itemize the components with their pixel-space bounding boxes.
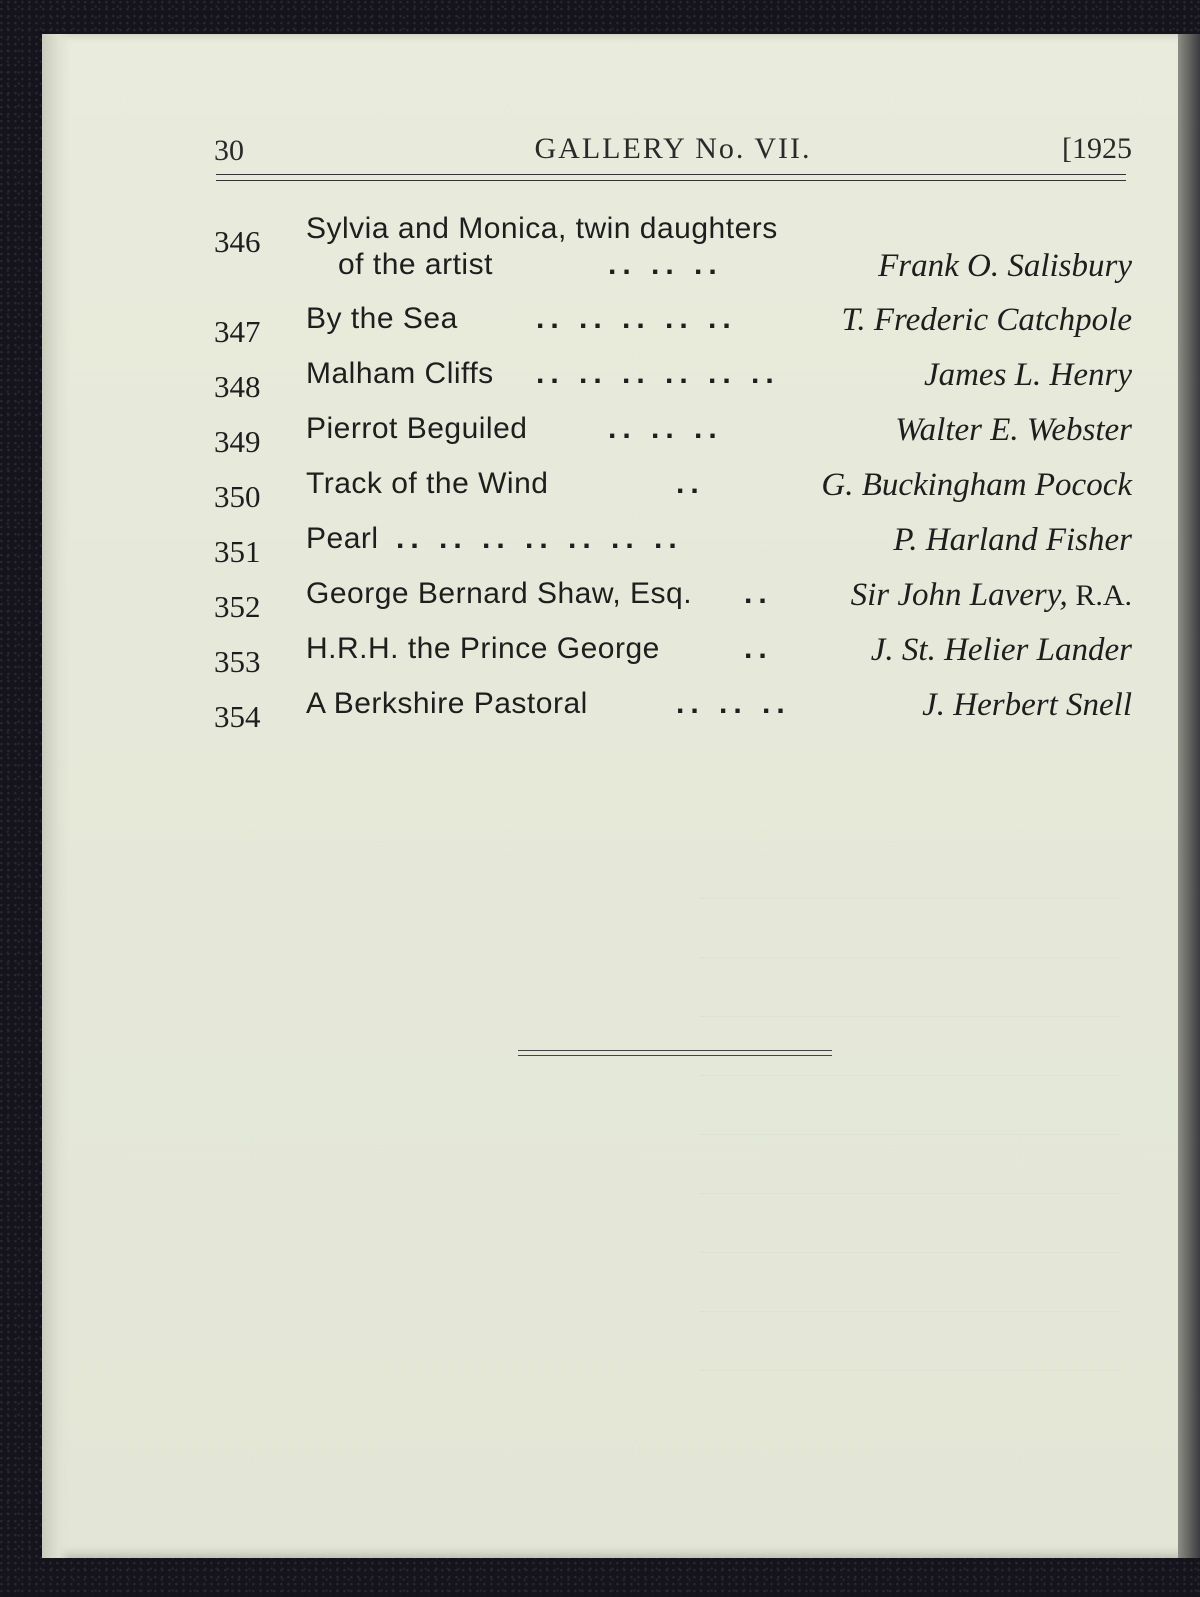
entry-title: H.R.H. the Prince George xyxy=(306,632,660,665)
end-rule xyxy=(518,1050,832,1056)
dot-leader: .. .. .. .. .. .. .. xyxy=(396,522,683,555)
year: [1925 xyxy=(1062,132,1132,165)
list-item xyxy=(214,357,1132,412)
entry-title: Track of the Wind xyxy=(306,467,549,500)
list-item xyxy=(214,467,1132,522)
artist-honour: R.A. xyxy=(1067,579,1132,612)
entry-number: 351 xyxy=(214,534,261,569)
list-item xyxy=(214,687,1132,742)
dot-leader: .. .. .. xyxy=(676,687,791,720)
dot-leader: .. xyxy=(744,577,773,610)
list-item xyxy=(214,632,1132,687)
dot-leader: .. .. .. xyxy=(608,248,723,281)
list-item xyxy=(214,522,1132,577)
entry-artist: Frank O. Salisbury xyxy=(878,248,1132,284)
running-header xyxy=(214,128,1132,172)
entry-number: 348 xyxy=(214,369,261,404)
page-number: 30 xyxy=(214,134,244,167)
list-item xyxy=(214,412,1132,467)
page-edge xyxy=(42,34,70,1558)
dot-leader: .. .. .. .. .. xyxy=(536,302,737,335)
entry-title: By the Sea xyxy=(306,302,458,335)
catalogue-list xyxy=(214,212,1132,742)
entry-title: A Berkshire Pastoral xyxy=(306,687,588,720)
entry-title: Sylvia and Monica, twin daughters xyxy=(306,212,778,245)
dot-leader: .. .. .. .. .. .. xyxy=(536,357,780,390)
entry-number: 353 xyxy=(214,644,261,679)
entry-title: George Bernard Shaw, Esq. xyxy=(306,577,693,610)
entry-title-continued: of the artist xyxy=(338,248,493,281)
entry-number: 354 xyxy=(214,699,261,734)
list-item xyxy=(214,302,1132,357)
list-item xyxy=(214,212,1132,302)
entry-artist: J. St. Helier Lander xyxy=(870,632,1132,668)
entry-artist: T. Frederic Catchpole xyxy=(841,302,1132,338)
artist-name: Sir John Lavery, xyxy=(850,577,1068,613)
dot-leader: .. xyxy=(676,467,705,500)
entry-number: 346 xyxy=(214,224,261,259)
entry-artist: P. Harland Fisher xyxy=(893,522,1132,558)
dot-leader: .. xyxy=(744,632,773,665)
entry-number: 352 xyxy=(214,589,261,624)
entry-number: 350 xyxy=(214,479,261,514)
dot-leader: .. .. .. xyxy=(608,412,723,445)
entry-artist: J. Herbert Snell xyxy=(922,687,1132,723)
entry-title: Malham Cliffs xyxy=(306,357,494,390)
entry-title: Pearl xyxy=(306,522,379,555)
entry-artist: James L. Henry xyxy=(923,357,1132,393)
entry-artist xyxy=(851,577,1132,614)
entry-artist: Walter E. Webster xyxy=(895,412,1132,448)
entry-number: 349 xyxy=(214,424,261,459)
binding-gutter xyxy=(1178,34,1200,1558)
entry-artist: G. Buckingham Pocock xyxy=(821,467,1132,503)
gallery-title: GALLERY No. VII. xyxy=(534,132,812,165)
list-item xyxy=(214,577,1132,632)
entry-number: 347 xyxy=(214,314,261,349)
header-rule xyxy=(216,174,1126,181)
entry-title: Pierrot Beguiled xyxy=(306,412,528,445)
